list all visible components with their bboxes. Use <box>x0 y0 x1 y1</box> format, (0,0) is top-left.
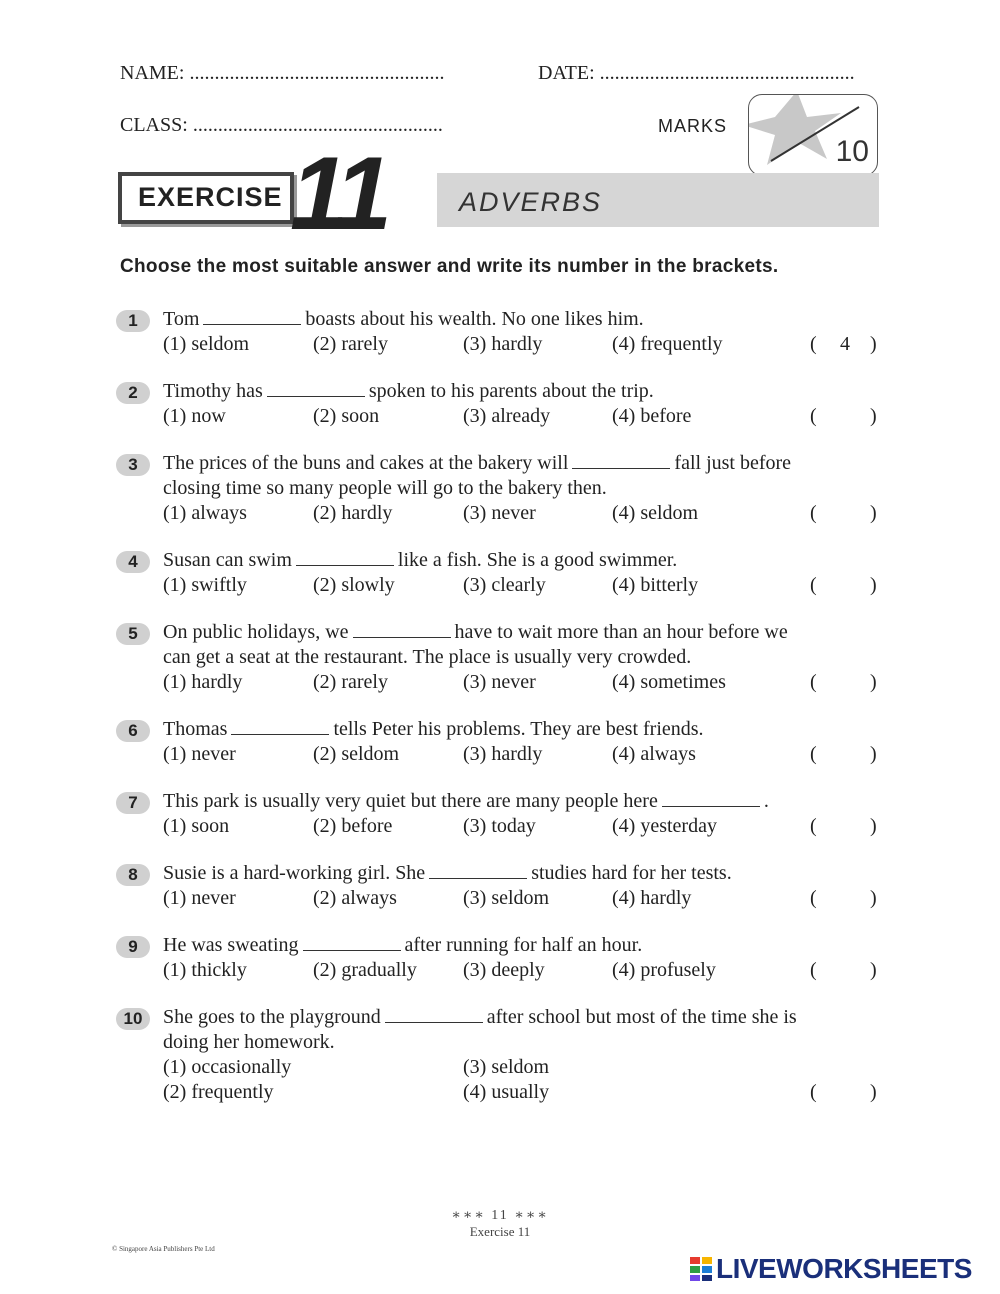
option: (2) gradually <box>313 959 417 981</box>
option: (3) never <box>463 502 536 524</box>
option: (1) occasionally <box>163 1056 292 1078</box>
marks-total: 10 <box>835 135 869 168</box>
answer-bracket[interactable]: ( ) <box>810 574 877 596</box>
question-text: He was sweating after running for half an hour. <box>163 934 643 956</box>
title-bar <box>437 173 879 227</box>
option: (3) hardly <box>463 743 543 765</box>
name-dots: ................................................... <box>189 62 445 84</box>
page-title: ADVERBS <box>459 187 603 217</box>
name-label: NAME: <box>120 62 185 84</box>
marks-box <box>748 94 878 176</box>
instructions: Choose the most suitable answer and write its number in the brackets. <box>120 256 779 277</box>
answer-blank <box>231 720 329 735</box>
answer-blank <box>267 382 365 397</box>
option: (2) rarely <box>313 333 388 355</box>
answer-bracket[interactable]: ( 4 ) <box>810 333 877 355</box>
answer-blank <box>429 864 527 879</box>
option: (2) hardly <box>313 502 393 524</box>
option: (4) seldom <box>612 502 699 524</box>
option: (3) never <box>463 671 536 693</box>
question-number: 7 <box>116 792 150 814</box>
option: (4) always <box>612 743 696 765</box>
marks-label: MARKS <box>658 116 728 136</box>
option: (3) clearly <box>463 574 546 596</box>
question-text: Timothy has spoken to his parents about the trip. <box>163 380 654 402</box>
exercise-number: 11 <box>290 136 386 252</box>
question-text: Thomas tells Peter his problems. They are best friends. <box>163 718 704 740</box>
option: (1) now <box>163 405 226 427</box>
question-text: Tom boasts about his wealth. No one likes him. <box>163 308 644 330</box>
option: (4) before <box>612 405 692 427</box>
question-number: 9 <box>116 936 150 958</box>
date-dots: ................................................... <box>599 62 855 84</box>
page-number: ∗∗∗ 11 ∗∗∗ <box>451 1208 549 1223</box>
brand-name: LIVEWORKSHEETS <box>716 1253 972 1284</box>
exercise-tag-label: EXERCISE <box>138 182 283 212</box>
option: (3) deeply <box>463 959 545 981</box>
answer-bracket[interactable]: ( ) <box>810 502 877 524</box>
option: (3) today <box>463 815 536 837</box>
option: (1) always <box>163 502 247 524</box>
option: (2) seldom <box>313 743 400 765</box>
answer-value[interactable]: 4 <box>840 333 850 355</box>
option: (3) seldom <box>463 887 550 909</box>
question-text: Susan can swim like a fish. She is a good swimmer. <box>163 549 678 571</box>
option: (4) bitterly <box>612 574 699 596</box>
class-label: CLASS: <box>120 114 188 136</box>
question-text-cont: closing time so many people will go to the bakery then. <box>163 477 607 499</box>
option: (4) profusely <box>612 959 716 981</box>
option: (1) hardly <box>163 671 243 693</box>
option: (1) seldom <box>163 333 250 355</box>
option: (3) hardly <box>463 333 543 355</box>
question-number: 3 <box>116 454 150 476</box>
exercise-tag <box>118 172 298 228</box>
option: (3) seldom <box>463 1056 550 1078</box>
question-number: 8 <box>116 864 150 886</box>
option: (1) never <box>163 743 236 765</box>
option: (1) never <box>163 887 236 909</box>
question-text-cont: can get a seat at the restaurant. The place is usually very crowded. <box>163 646 692 668</box>
question-number: 5 <box>116 623 150 645</box>
question-number: 4 <box>116 551 150 573</box>
option: (2) before <box>313 815 393 837</box>
question-number: 6 <box>116 720 150 742</box>
answer-blank <box>572 454 670 469</box>
name-field <box>120 62 444 85</box>
option: (4) hardly <box>612 887 692 909</box>
option: (4) frequently <box>612 333 723 355</box>
answer-blank <box>203 310 301 325</box>
answer-bracket[interactable]: ( ) <box>810 887 877 909</box>
answer-blank <box>385 1008 483 1023</box>
footer <box>0 1207 1000 1240</box>
answer-blank <box>303 936 401 951</box>
question-number: 10 <box>116 1008 150 1030</box>
date-label: DATE: <box>538 62 595 84</box>
answer-bracket[interactable]: ( ) <box>810 743 877 765</box>
option: (2) frequently <box>163 1081 274 1103</box>
option: (2) soon <box>313 405 380 427</box>
question-number: 1 <box>116 310 150 332</box>
option: (2) rarely <box>313 671 388 693</box>
option: (1) swiftly <box>163 574 247 596</box>
question-text: This park is usually very quiet but there are many people here . <box>163 790 769 812</box>
answer-bracket[interactable]: ( ) <box>810 671 877 693</box>
answer-blank <box>296 551 394 566</box>
option: (3) already <box>463 405 551 427</box>
date-field <box>538 62 855 85</box>
answer-blank <box>353 623 451 638</box>
question-text: The prices of the buns and cakes at the bakery will fall just before <box>163 452 792 474</box>
answer-blank <box>662 792 760 807</box>
answer-bracket[interactable]: ( ) <box>810 405 877 427</box>
copyright: © Singapore Asia Publishers Pte Ltd <box>112 1245 215 1253</box>
option: (2) slowly <box>313 574 395 596</box>
question-text: Susie is a hard-working girl. She studies hard for her tests. <box>163 862 732 884</box>
option: (1) soon <box>163 815 230 837</box>
class-field <box>120 114 443 137</box>
liveworksheets-icon <box>690 1257 712 1281</box>
class-dots: .................................................. <box>192 114 443 136</box>
footer-exercise-label: Exercise 11 <box>469 1224 531 1239</box>
option: (4) yesterday <box>612 815 717 837</box>
answer-bracket[interactable]: ( ) <box>810 1081 877 1103</box>
option: (2) always <box>313 887 397 909</box>
question-number: 2 <box>116 382 150 404</box>
answer-bracket[interactable]: ( ) <box>810 959 877 981</box>
option: (1) thickly <box>163 959 247 981</box>
answer-bracket[interactable]: ( ) <box>810 815 877 837</box>
question-text: On public holidays, we have to wait more than an hour before we <box>163 621 788 643</box>
question-text: She goes to the playground after school but most of the time she is <box>163 1006 797 1028</box>
option: (4) sometimes <box>612 671 726 693</box>
question-text-cont: doing her homework. <box>163 1031 335 1053</box>
option: (4) usually <box>463 1081 550 1103</box>
